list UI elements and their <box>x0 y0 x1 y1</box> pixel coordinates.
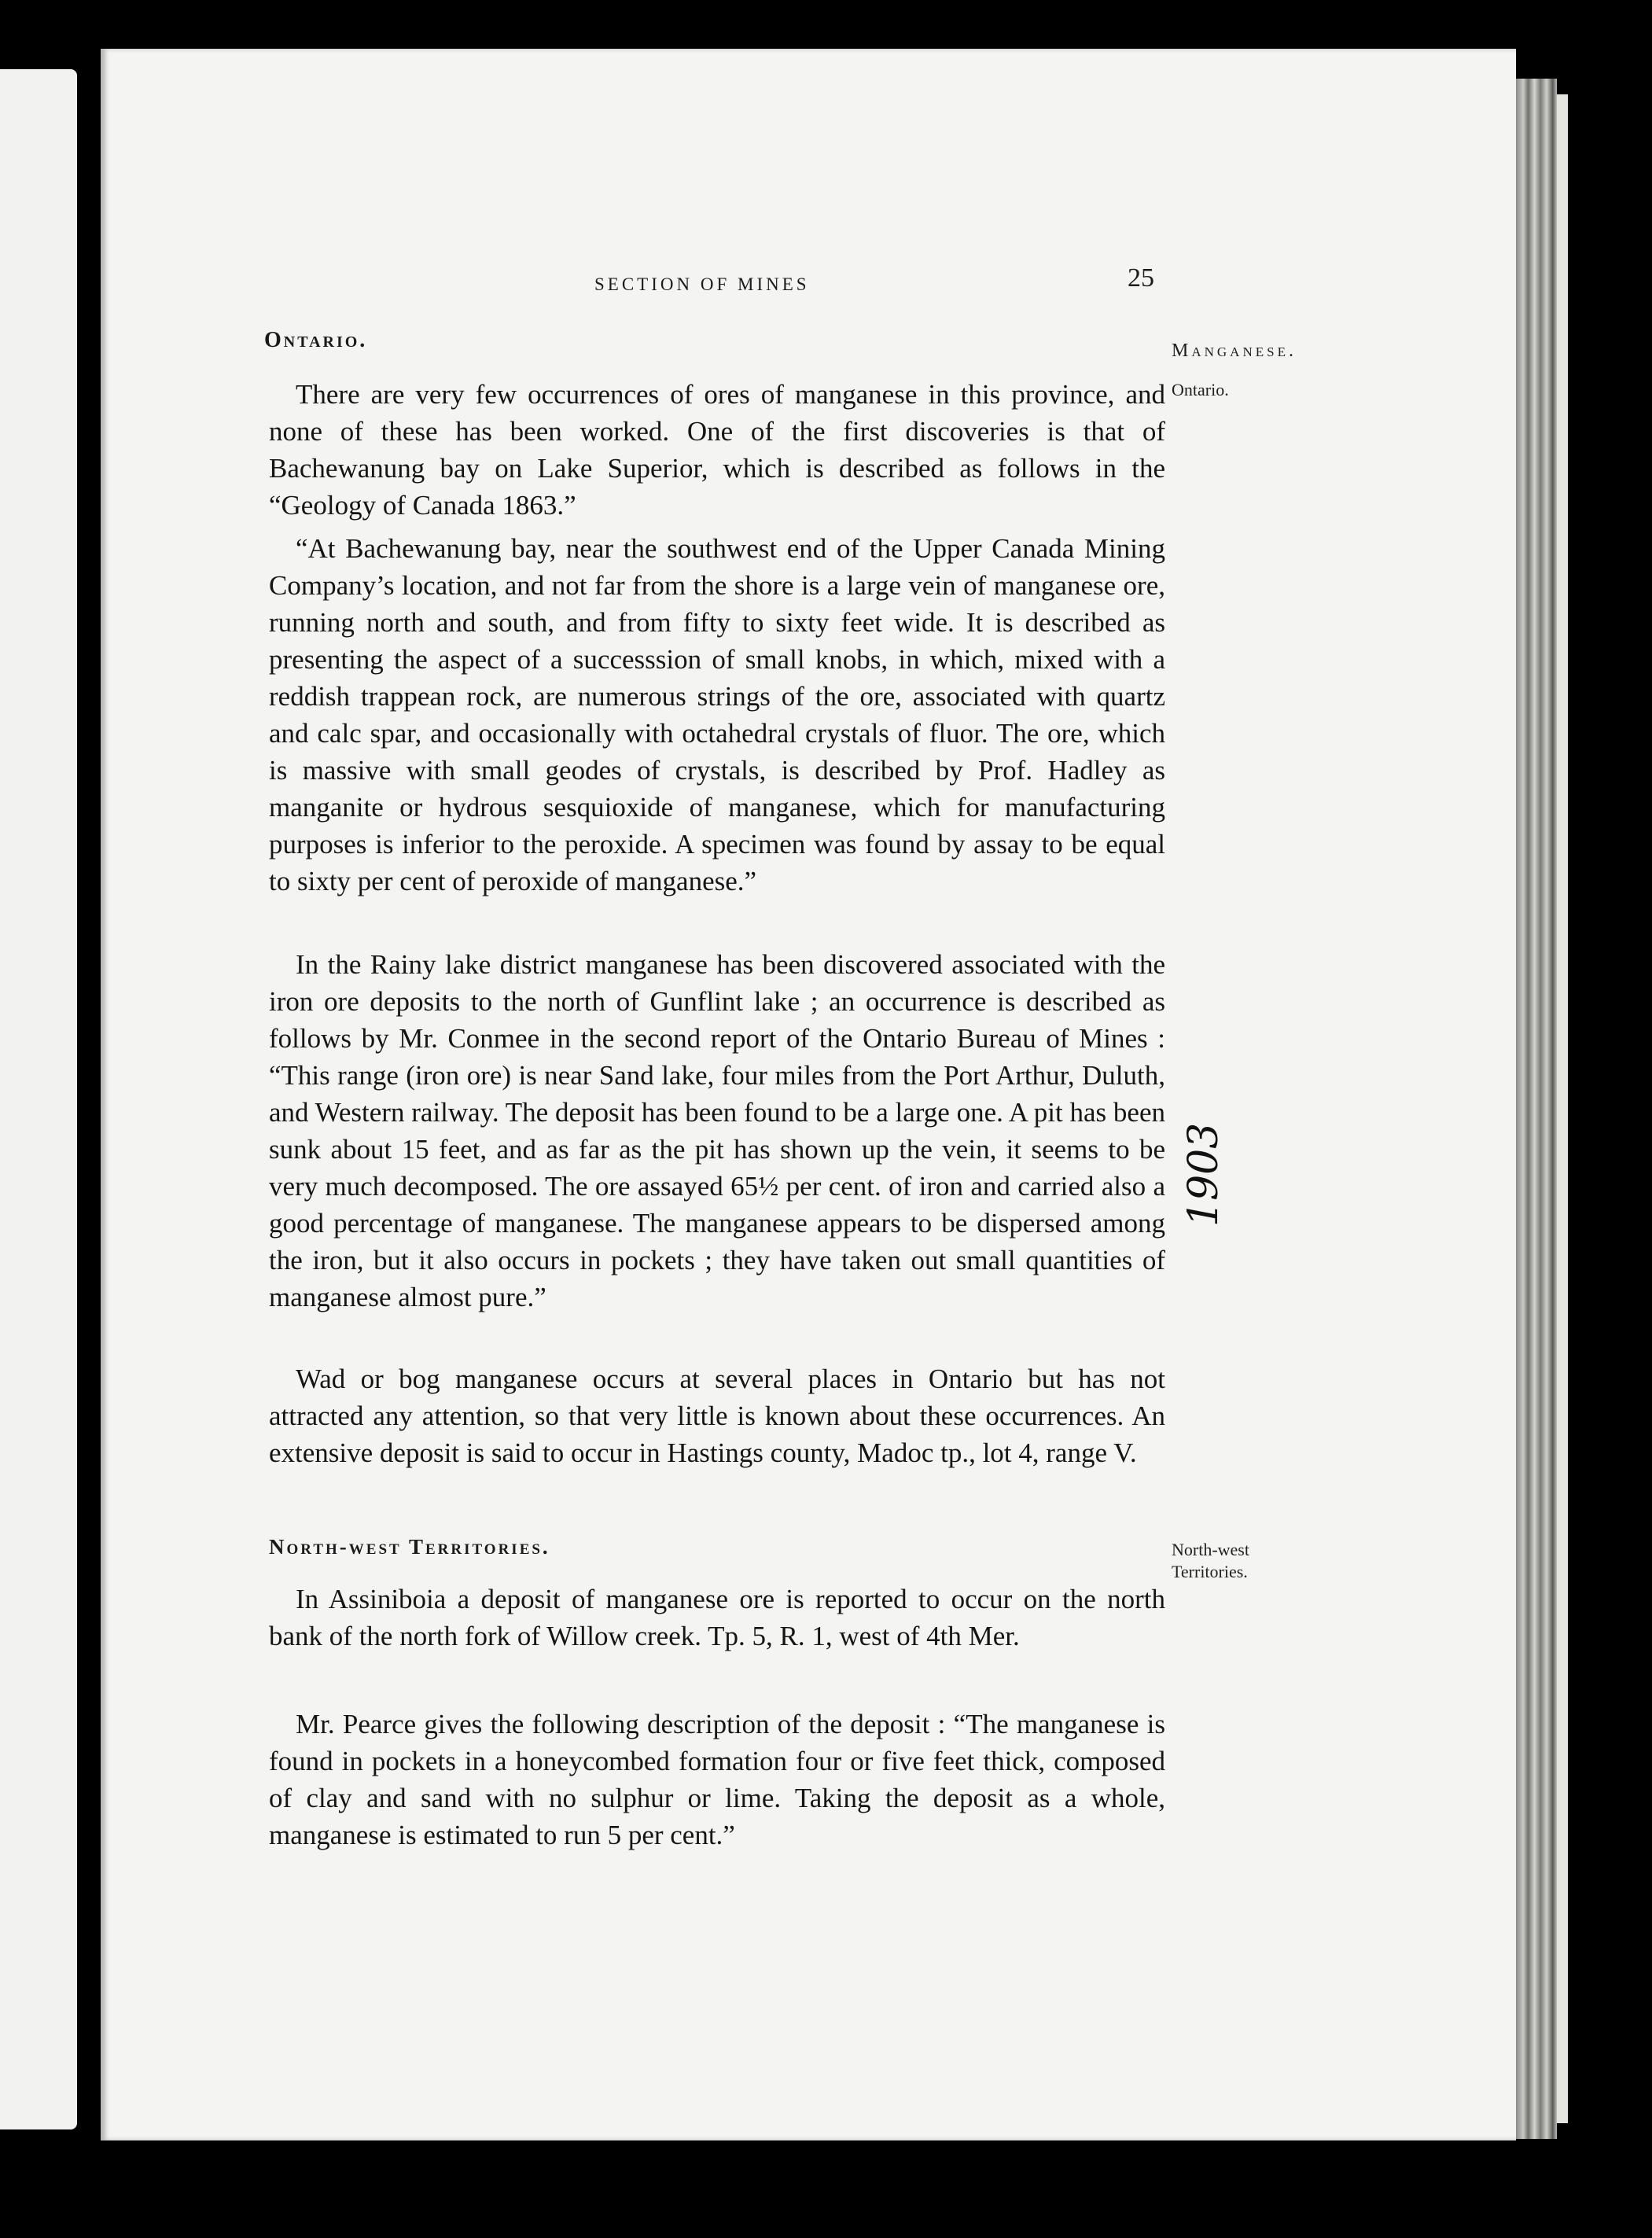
section-heading-northwest: North-west Territories. <box>269 1535 550 1559</box>
sidenote-manganese: Manganese. <box>1172 340 1297 361</box>
page-stack-margin <box>1557 94 1568 2123</box>
paragraph-6: Mr. Pearce gives the following description of the deposit : “The manganese is found in pockets in a honeycombed formation four or five feet thick, composed of clay and sand with no sulphur or lime. Taking the deposit as a whole, manganese is estimated to run 5 per cent.” <box>269 1709 1165 1850</box>
section-heading-ontario: Ontario. <box>264 328 368 352</box>
handwritten-year-annotation <box>1180 1109 1249 1235</box>
paragraph-3: In the Rainy lake district manganese has been discovered associated with the iron ore deposits to the north of Gunflint lake ; an occurrence is described as follows by Mr. Conmee in the second report of the Ontario Bureau of Mines : “This range (iron ore) is near Sand lake, four miles from the Port Arthur, Duluth, and Western railway. The deposit has been found to be a large one. A pit has been sunk about 15 feet, and as far as the pit has shown up the vein, it seems to be very much decomposed. The ore assayed 65½ per cent. of iron and carried also a good percentage of manganese. The manganese appears to be dispersed among the iron, but it also occurs in pockets ; they have taken out small quantities of manganese almost pure.” <box>269 949 1165 1312</box>
sidenote-northwest-line1: North-west <box>1172 1540 1249 1559</box>
sidenote-ontario: Ontario. <box>1172 380 1229 399</box>
sidenote-northwest-line2: Territories. <box>1172 1562 1248 1581</box>
paragraph-2: “At Bachewanung bay, near the southwest end of the Upper Canada Mining Company’s location, and not far from the shore is a large vein of manganese ore, running north and south, and from fifty to sixty feet wide. It is described as presenting the aspect of a successsion of small knobs, in which, mixed with a reddish trappean rock, are numerous strings of the ore, associated with quartz and calc spar, and occasionally with octahedral crystals of fluor. The ore, which is massive with small geodes of crystals, is described by Prof. Hadley as manganite or hydrous sesquioxide of manganese, which for manufacturing purposes is inferior to the peroxide. A specimen was found by assay to be equal to sixty per cent of peroxide of manganese.” <box>269 533 1165 896</box>
paragraph-4: Wad or bog manganese occurs at several places in Ontario but has not attracted any attention, so that very little is known about these occurrences. An extensive deposit is said to occur in Hastings county, Madoc tp., lot 4, range V. <box>269 1364 1165 1468</box>
page-stack-edge <box>1516 79 1557 2139</box>
running-head: SECTION OF MINES <box>594 274 810 294</box>
paragraph-5: In Assiniboia a deposit of manganese ore is reported to occur on the north bank of the north fork of Willow creek. Tp. 5, R. 1, west of 4th Mer. <box>269 1584 1165 1651</box>
handwritten-year-text: 1903 <box>1180 1122 1227 1227</box>
paragraph-1: There are very few occurrences of ores of manganese in this province, and none of these has been worked. One of the first discoveries is that of Bachewanung bay on Lake Superior, which is described as follows in the “Geology of Canada 1863.” <box>269 379 1165 521</box>
page-number: 25 <box>1128 263 1154 293</box>
facing-page-edge <box>0 69 77 2129</box>
